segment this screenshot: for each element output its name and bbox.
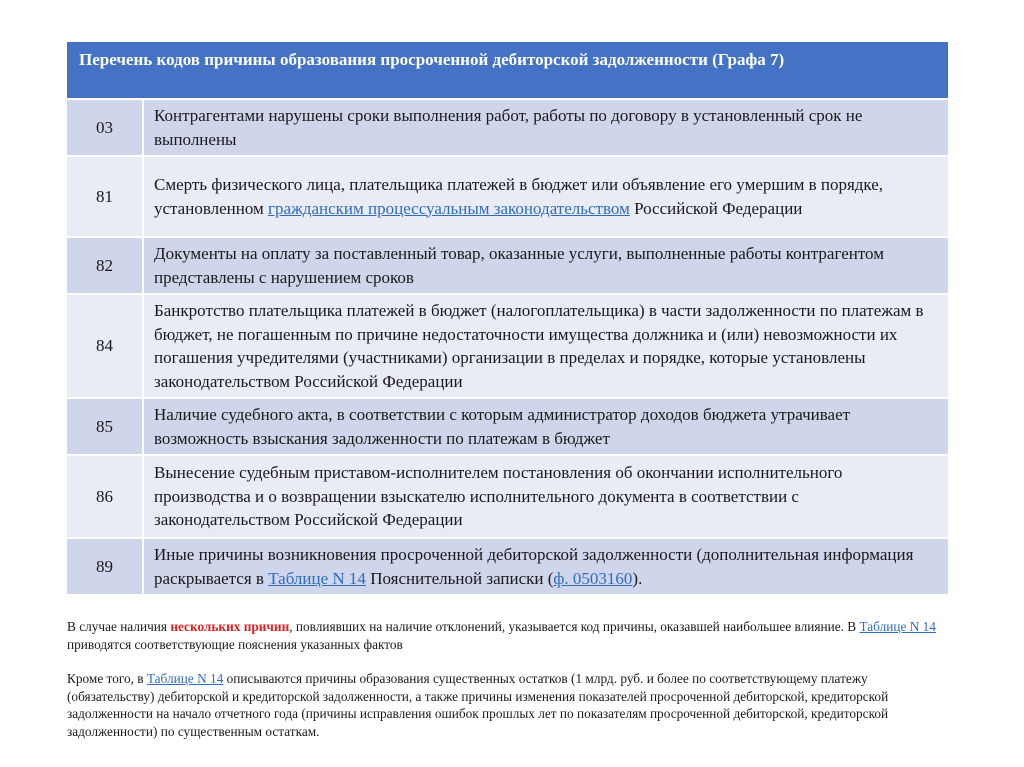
reason-code: 85 bbox=[67, 399, 144, 456]
table-row bbox=[67, 456, 948, 539]
reason-code: 84 bbox=[67, 295, 144, 399]
reason-description bbox=[144, 100, 948, 157]
table-row bbox=[67, 100, 948, 157]
description-text: Вынесение судебным приставом-исполнителем постановления об окончании исполнительного производства и о возвращении взыскателю исполнительного документа в соответствии с законодательством Российской Федерации bbox=[154, 463, 843, 530]
table-row bbox=[67, 157, 948, 238]
description-text: Наличие судебного акта, в соответствии с которым администратор доходов бюджета утрачивает возможность взыскания задолженности по платежам в бюджет bbox=[154, 405, 851, 448]
reason-description bbox=[144, 539, 948, 596]
note-text: , повлиявших на наличие отклонений, указывается код причины, оказавшей наибольшее влияние. В bbox=[289, 619, 860, 634]
description-text: Контрагентами нарушены сроки выполнения работ, работы по договору в установленный срок не выполнены bbox=[154, 106, 863, 149]
reason-code: 03 bbox=[67, 100, 144, 157]
description-text: Документы на оплату за поставленный товар, оказанные услуги, выполненные работы контрагентом представлены с нарушением сроков bbox=[154, 244, 884, 287]
highlight-text: нескольких причин bbox=[170, 619, 290, 634]
note-text: описываются причины образования существенных остатков (1 млрд. руб. и более по соответствующему платежу (обязательству) дебиторской и кредиторской задолженности, а также причины изменения показателей просроченной дебиторской, кредиторской задолженности на начало отчетного года (причины исправления ошибок прошлых лет по показателям просроченной дебиторской, кредиторской задолженности) по существенным остаткам. bbox=[67, 671, 889, 739]
description-text: Иные причины возникновения просроченной дебиторской задолженности (дополнительная информация раскрывается в bbox=[154, 545, 914, 588]
table-title: Перечень кодов причины образования просроченной дебиторской задолженности (Графа 7) bbox=[67, 42, 948, 100]
note-text: В случае наличия bbox=[67, 619, 171, 634]
reason-description bbox=[144, 157, 948, 238]
reason-codes-table bbox=[67, 42, 948, 596]
description-text: Пояснительной записки ( bbox=[365, 568, 554, 588]
note-significant-balances bbox=[67, 670, 947, 740]
description-text: Банкротство плательщика платежей в бюджет (налогоплательщика) в части задолженности по платежам в бюджет, не погашенным по причине недостаточности имущества должника и (или) невозможности их погашения учредителями (участниками) организации в пределах и порядке, которые установлены законодательством Российской Федерации bbox=[154, 301, 924, 391]
reason-code: 89 bbox=[67, 539, 144, 596]
reason-code: 86 bbox=[67, 456, 144, 539]
table-14-link[interactable]: Таблице N 14 bbox=[146, 671, 224, 686]
description-text: Российской Федерации bbox=[629, 198, 803, 218]
note-text: Кроме того, в bbox=[67, 671, 147, 686]
document-link[interactable]: гражданским процессуальным законодательством bbox=[268, 198, 630, 218]
document-link[interactable]: Таблице N 14 bbox=[268, 568, 366, 588]
reason-description bbox=[144, 238, 948, 295]
table-row bbox=[67, 295, 948, 399]
reason-code: 82 bbox=[67, 238, 144, 295]
reason-description bbox=[144, 399, 948, 456]
reason-description bbox=[144, 295, 948, 399]
note-multiple-reasons bbox=[67, 618, 947, 653]
note-text: приводятся соответствующие пояснения указанных фактов bbox=[67, 636, 403, 652]
description-text: Смерть физического лица, плательщика платежей в бюджет или объявление его умершим в порядке, установленном bbox=[154, 175, 884, 218]
description-text: ). bbox=[632, 568, 643, 588]
document-link[interactable]: ф. 0503160 bbox=[553, 568, 633, 588]
reason-code: 81 bbox=[67, 157, 144, 238]
table-row bbox=[67, 399, 948, 456]
table-14-link[interactable]: Таблице N 14 bbox=[859, 619, 936, 634]
reason-description bbox=[144, 456, 948, 539]
table-row bbox=[67, 238, 948, 295]
table-row bbox=[67, 539, 948, 596]
